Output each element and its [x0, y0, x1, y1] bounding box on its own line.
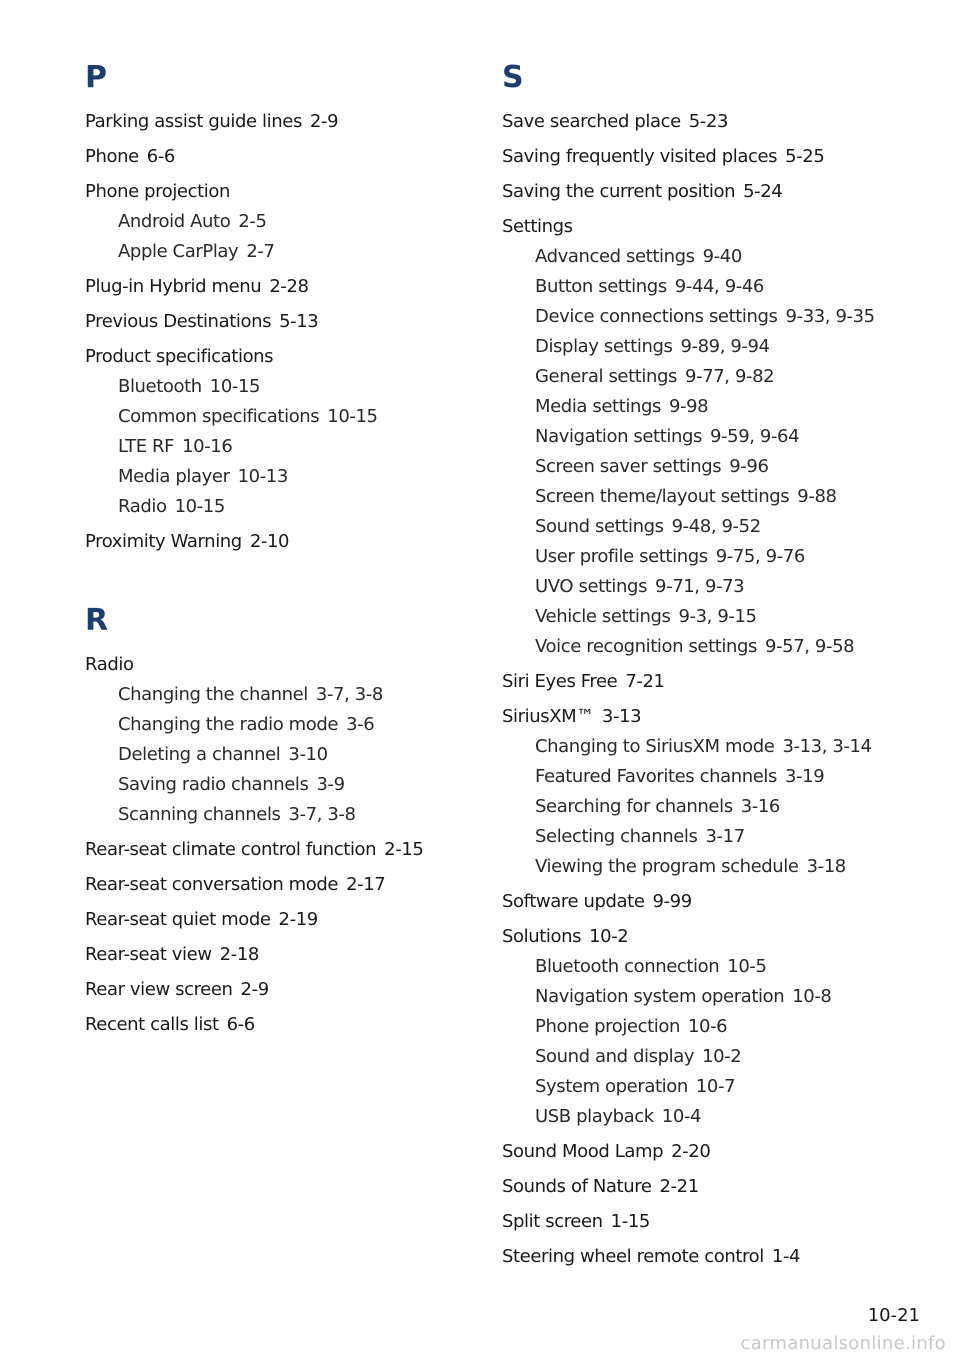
index-subentry: [85, 804, 465, 826]
index-subentry: [502, 486, 942, 508]
index-subterm: Changing the radio mode: [118, 714, 339, 735]
page-reference: 1-15: [610, 1211, 650, 1232]
index-subentry: [502, 1076, 942, 1098]
page-reference: 9-98: [668, 396, 709, 417]
index-subterm: Changing the channel: [118, 684, 308, 705]
index-subentry: [502, 456, 942, 478]
index-term: Rear-seat conversation mode: [85, 874, 339, 895]
index-entry: [85, 181, 465, 203]
index-term: Rear-seat quiet mode: [85, 909, 271, 930]
index-subentry: [502, 766, 942, 788]
index-entry: [502, 706, 942, 728]
page-reference: 2-20: [671, 1141, 711, 1162]
page-reference: 9-88: [797, 486, 837, 507]
index-subterm: Sound and display: [535, 1046, 695, 1067]
index-term: Settings: [502, 216, 573, 237]
index-subentry: [502, 1016, 942, 1038]
index-subentry: [502, 736, 942, 758]
index-entry: [502, 671, 942, 693]
index-subterm: Screen saver settings: [535, 456, 722, 477]
page-reference: 7-21: [625, 671, 665, 692]
page-reference: 3-6: [346, 714, 375, 735]
index-section-r: [85, 601, 465, 1036]
page-reference: 3-13, 3-14: [782, 736, 872, 757]
index-subterm: Vehicle settings: [535, 606, 671, 627]
page-reference: 5-24: [743, 181, 783, 202]
index-subterm: Radio: [118, 496, 167, 517]
index-subentry: [502, 246, 942, 268]
index-subterm: Phone projection: [535, 1016, 680, 1037]
index-subentry: [502, 336, 942, 358]
page-reference: 10-6: [687, 1016, 728, 1037]
index-subterm: User profile settings: [535, 546, 708, 567]
page-reference: 2-5: [238, 211, 267, 232]
page-reference: 3-7, 3-8: [315, 684, 383, 705]
index-subentry: [502, 546, 942, 568]
index-term: Previous Destinations: [85, 311, 272, 332]
index-subentry: [502, 366, 942, 388]
index-subentry: [502, 396, 942, 418]
index-term: SiriusXM™: [502, 706, 594, 727]
index-subentry: [85, 466, 465, 488]
index-entry: [85, 654, 465, 676]
page-reference: 9-96: [729, 456, 769, 477]
index-term: Steering wheel remote control: [502, 1246, 764, 1267]
page-reference: 10-15: [327, 406, 378, 427]
index-subentry: [502, 606, 942, 628]
index-entry: [85, 909, 465, 931]
index-subterm: Sound settings: [535, 516, 664, 537]
page-reference: 2-7: [246, 241, 275, 262]
index-column-left: [85, 58, 465, 1036]
index-subterm: UVO settings: [535, 576, 648, 597]
index-entry: [85, 1014, 465, 1036]
index-subterm: Apple CarPlay: [118, 241, 239, 262]
page-reference: 3-7, 3-8: [288, 804, 356, 825]
index-subentry: [502, 796, 942, 818]
page-reference: 2-21: [659, 1176, 699, 1197]
index-term: Rear view screen: [85, 979, 233, 1000]
index-subentry: [502, 826, 942, 848]
index-subentry: [502, 1106, 942, 1128]
index-entry: [85, 346, 465, 368]
index-subentry: [85, 714, 465, 736]
index-term: Recent calls list: [85, 1014, 219, 1035]
index-section-s: [502, 58, 942, 1268]
section-letter-p: P: [85, 60, 107, 95]
index-subterm: General settings: [535, 366, 678, 387]
page-reference: 1-4: [771, 1246, 801, 1267]
index-subterm: Screen theme/layout settings: [535, 486, 790, 507]
index-entry: [502, 111, 942, 133]
page-reference: 9-57, 9-58: [765, 636, 855, 657]
page-reference: 9-75, 9-76: [715, 546, 805, 567]
index-entry: [85, 531, 465, 553]
index-subterm: System operation: [535, 1076, 688, 1097]
index-term: Radio: [85, 654, 134, 675]
index-section-p: [85, 58, 465, 553]
index-subterm: Saving radio channels: [118, 774, 309, 795]
index-entry: [85, 839, 465, 861]
page-reference: 5-13: [279, 311, 319, 332]
page-number: 10-21: [867, 1305, 920, 1326]
index-entry: [502, 1211, 942, 1233]
index-subentry: [502, 516, 942, 538]
index-term: Sounds of Nature: [502, 1176, 652, 1197]
page-reference: 3-19: [785, 766, 825, 787]
index-entry: [502, 926, 942, 948]
page-reference: 10-2: [702, 1046, 742, 1067]
index-subterm: Changing to SiriusXM mode: [535, 736, 775, 757]
index-entry: [502, 1246, 942, 1268]
index-subterm: Android Auto: [118, 211, 231, 232]
index-entry: [85, 944, 465, 966]
index-term: Saving the current position: [502, 181, 736, 202]
index-term: Plug-in Hybrid menu: [85, 276, 262, 297]
page-reference: 6-6: [146, 146, 175, 167]
page-reference: 9-48, 9-52: [671, 516, 761, 537]
index-term: Saving frequently visited places: [502, 146, 778, 167]
index-subentry: [85, 406, 465, 428]
page-reference: 10-13: [237, 466, 288, 487]
page-reference: 9-77, 9-82: [685, 366, 775, 387]
index-subentry: [502, 856, 942, 878]
index-subterm: Searching for channels: [535, 796, 733, 817]
index-subterm: Featured Favorites channels: [535, 766, 777, 787]
index-entry: [85, 874, 465, 896]
index-term: Software update: [502, 891, 645, 912]
index-entry: [85, 311, 465, 333]
page-reference: 2-19: [278, 909, 318, 930]
index-subterm: Button settings: [535, 276, 667, 297]
page-reference: 5-25: [785, 146, 825, 167]
index-subterm: Bluetooth: [118, 376, 202, 397]
index-subterm: Display settings: [535, 336, 673, 357]
index-subentry: [502, 986, 942, 1008]
index-subterm: Advanced settings: [535, 246, 695, 267]
page-reference: 3-17: [705, 826, 745, 847]
page-reference: 9-59, 9-64: [710, 426, 800, 447]
page-reference: 3-13: [601, 706, 642, 727]
index-subterm: Scanning channels: [118, 804, 281, 825]
index-entry: [85, 146, 465, 168]
index-entry: [502, 1141, 942, 1163]
index-subentry: [85, 241, 465, 263]
index-subterm: USB playback: [535, 1106, 654, 1127]
index-subentry: [85, 376, 465, 398]
index-term: Product specifications: [85, 346, 274, 367]
index-entry: [502, 1176, 942, 1198]
page-reference: 10-15: [209, 376, 261, 397]
index-subentry: [502, 636, 942, 658]
index-subentry: [85, 436, 465, 458]
page-reference: 9-99: [652, 891, 692, 912]
index-subterm: Navigation settings: [535, 426, 702, 447]
index-subentry: [85, 774, 465, 796]
page-reference: 2-15: [384, 839, 424, 860]
index-subentry: [85, 744, 465, 766]
index-subterm: Bluetooth connection: [535, 956, 720, 977]
index-subentry: [502, 306, 942, 328]
page-reference: 9-89, 9-94: [680, 336, 770, 357]
page-reference: 9-40: [702, 246, 742, 267]
page-reference: 3-16: [740, 796, 780, 817]
page-reference: 9-33, 9-35: [785, 306, 875, 327]
page-reference: 2-9: [309, 111, 339, 132]
section-letter-r: R: [85, 603, 109, 638]
page-reference: 9-71, 9-73: [655, 576, 745, 597]
index-term: Parking assist guide lines: [85, 111, 302, 132]
index-term: Phone: [85, 146, 139, 167]
index-subterm: Media player: [118, 466, 230, 487]
page-reference: 5-23: [688, 111, 729, 132]
index-subentry: [502, 576, 942, 598]
page-reference: 6-6: [226, 1014, 255, 1035]
index-subentry: [502, 1046, 942, 1068]
index-entry: [85, 111, 465, 133]
index-column-right: [502, 58, 942, 1268]
page-reference: 2-28: [269, 276, 309, 297]
index-entry: [502, 181, 942, 203]
index-subterm: Deleting a channel: [118, 744, 281, 765]
page-reference: 10-15: [174, 496, 225, 517]
index-term: Sound Mood Lamp: [502, 1141, 664, 1162]
page-reference: 3-18: [806, 856, 846, 877]
index-term: Split screen: [502, 1211, 603, 1232]
index-subentry: [85, 496, 465, 518]
section-letter-s: S: [502, 60, 524, 95]
index-entry: [502, 146, 942, 168]
index-subentry: [85, 211, 465, 233]
index-entry: [502, 891, 942, 913]
page-reference: 9-44, 9-46: [674, 276, 764, 297]
page-reference: 3-9: [316, 774, 345, 795]
index-subentry: [502, 426, 942, 448]
page-reference: 10-5: [727, 956, 767, 977]
index-subterm: Voice recognition settings: [535, 636, 758, 657]
watermark-link[interactable]: carmanualsonline.info: [740, 1333, 946, 1354]
index-entry: [85, 979, 465, 1001]
page-reference: 3-10: [288, 744, 328, 765]
page-reference: 9-3, 9-15: [678, 606, 757, 627]
page-reference: 2-17: [346, 874, 386, 895]
index-term: Rear-seat view: [85, 944, 212, 965]
page-reference: 10-8: [792, 986, 832, 1007]
index-term: Siri Eyes Free: [502, 671, 618, 692]
index-entry: [502, 216, 942, 238]
page-reference: 2-9: [240, 979, 269, 1000]
index-subentry: [85, 684, 465, 706]
page-reference: 10-7: [695, 1076, 736, 1097]
index-term: Phone projection: [85, 181, 230, 202]
index-subentry: [502, 276, 942, 298]
index-subterm: Selecting channels: [535, 826, 698, 847]
index-term: Save searched place: [502, 111, 681, 132]
index-entry: [85, 276, 465, 298]
index-subterm: Navigation system operation: [535, 986, 785, 1007]
page-reference: 10-4: [661, 1106, 702, 1127]
index-subentry: [502, 956, 942, 978]
page-reference: 2-18: [219, 944, 259, 965]
index-subterm: Device connections settings: [535, 306, 778, 327]
index-term: Proximity Warning: [85, 531, 242, 552]
index-subterm: LTE RF: [118, 436, 175, 457]
index-term: Solutions: [502, 926, 582, 947]
page-reference: 2-10: [249, 531, 290, 552]
page-reference: 10-2: [589, 926, 629, 947]
page-reference: 10-16: [182, 436, 233, 457]
index-subterm: Viewing the program schedule: [535, 856, 799, 877]
index-subterm: Common specifications: [118, 406, 320, 427]
index-term: Rear-seat climate control function: [85, 839, 377, 860]
index-subterm: Media settings: [535, 396, 661, 417]
